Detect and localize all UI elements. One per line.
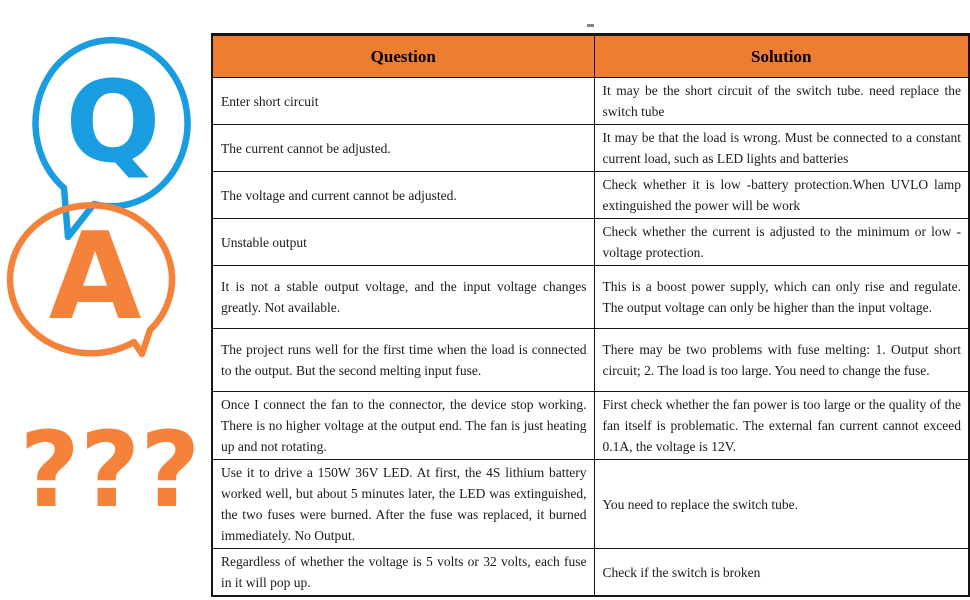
stray-mark [587, 24, 594, 27]
solution-cell: It may be the short circuit of the switch tube. need replace the switch tube [594, 78, 969, 125]
qa-graphic [0, 0, 210, 600]
solution-cell: First check whether the fan power is too large or the quality of the fan itself is problematic. The external fan current cannot exceed 0.1A, the voltage is 12V. [594, 392, 969, 460]
question-cell: Regardless of whether the voltage is 5 volts or 32 volts, each fuse in it will pop up. [212, 549, 594, 597]
solution-cell: It may be that the load is wrong. Must be connected to a constant current load, such as LED lights and batteries [594, 125, 969, 172]
question-cell: The voltage and current cannot be adjusted. [212, 172, 594, 219]
table-row [212, 172, 969, 219]
table-row [212, 78, 969, 125]
solution-cell: This is a boost power supply, which can only rise and regulate. The output voltage can only be higher than the input voltage. [594, 266, 969, 329]
question-cell: Unstable output [212, 219, 594, 266]
question-cell: Use it to drive a 150W 36V LED. At first, the 4S lithium battery worked well, but about 5 minutes later, the LED was extinguished, the two fuses were burned. After the fuse was replaced, it burned immediately. No Output. [212, 460, 594, 549]
table-row [212, 266, 969, 329]
solution-column-header: Solution [594, 35, 969, 78]
solution-cell: Check whether it is low -battery protection.When UVLO lamp extinguished the power will be work [594, 172, 969, 219]
solution-cell: You need to replace the switch tube. [594, 460, 969, 549]
question-cell: It is not a stable output voltage, and the input voltage changes greatly. Not available. [212, 266, 594, 329]
solution-cell: Check if the switch is broken [594, 549, 969, 597]
q-letter: Q [65, 58, 161, 188]
solution-cell: There may be two problems with fuse melting: 1. Output short circuit; 2. The load is too large. You need to change the fuse. [594, 329, 969, 392]
question-cell: Once I connect the fan to the connector, the device stop working. There is no higher voltage at the output end. The fan is just heating up and not rotating. [212, 392, 594, 460]
question-column-header: Question [212, 35, 594, 78]
question-cell: Enter short circuit [212, 78, 594, 125]
table-row [212, 549, 969, 597]
question-cell: The project runs well for the first time when the load is connected to the output. But the second melting input fuse. [212, 329, 594, 392]
table-header-row [212, 35, 969, 78]
table-row [212, 219, 969, 266]
table-row [212, 125, 969, 172]
question-cell: The current cannot be adjusted. [212, 125, 594, 172]
question-marks: ??? [19, 409, 201, 531]
table-row [212, 329, 969, 392]
table-row [212, 460, 969, 549]
qa-table [211, 33, 970, 597]
a-letter: A [48, 208, 142, 347]
table-row [212, 392, 969, 460]
solution-cell: Check whether the current is adjusted to the minimum or low -voltage protection. [594, 219, 969, 266]
